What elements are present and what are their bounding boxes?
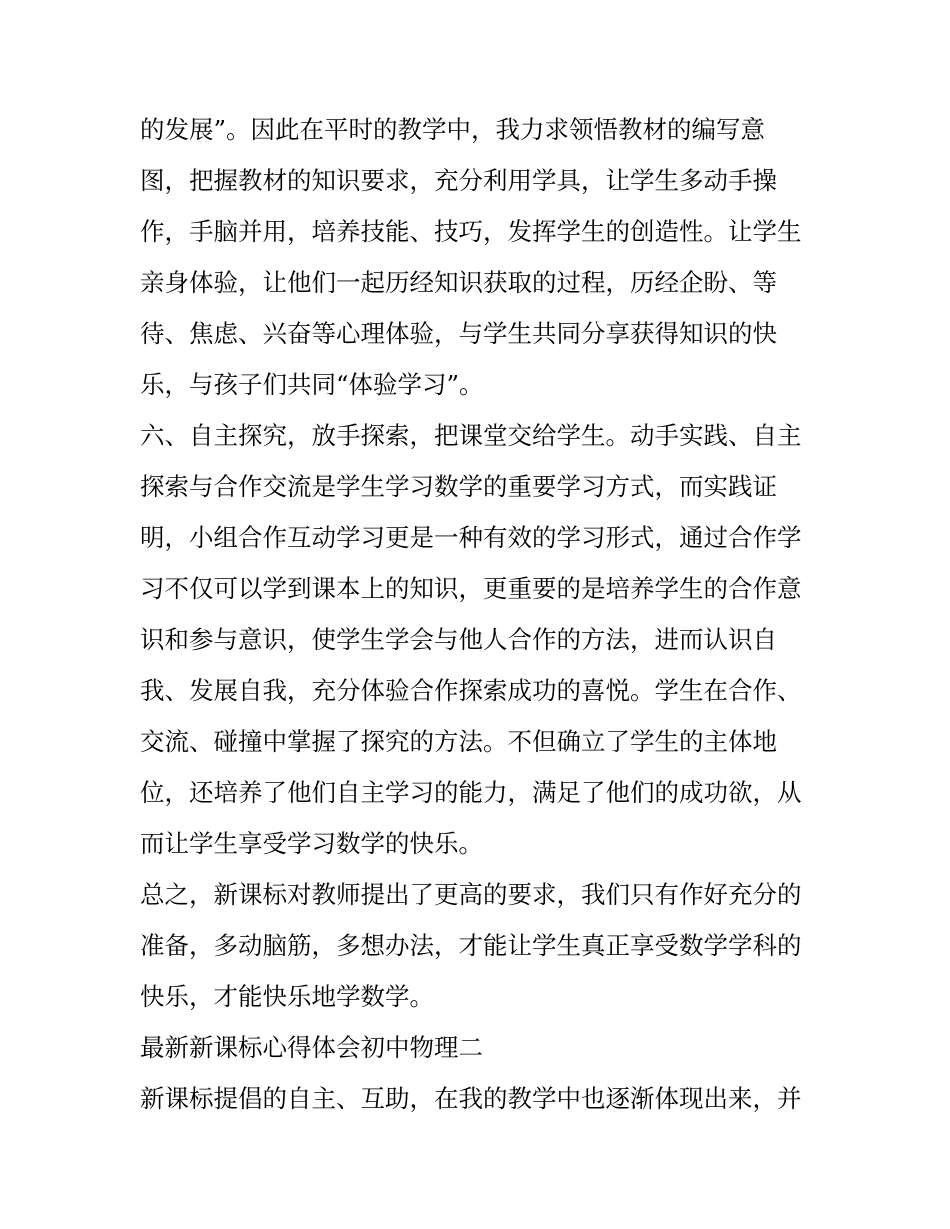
text-line: 识和参与意识，使学生学会与他人合作的方法，进而认识自 xyxy=(140,625,777,654)
text-line: 探索与合作交流是学生学习数学的重要学习方式，而实践证 xyxy=(140,472,777,501)
text-line: 乐，与孩子们共同“体验学习”。 xyxy=(140,370,484,399)
text-line: 作，手脑并用，培养技能、技巧，发挥学生的创造性。让学生 xyxy=(140,217,802,246)
text-line: 我、发展自我，充分体验合作探索成功的喜悦。学生在合作、 xyxy=(140,676,802,705)
text-line: 习不仅可以学到课本上的知识，更重要的是培养学生的合作意 xyxy=(140,574,802,603)
text-line: 交流、碰撞中掌握了探究的方法。不但确立了学生的主体地 xyxy=(140,727,777,756)
text-line: 图，把握教材的知识要求，充分利用学具，让学生多动手操 xyxy=(140,166,777,195)
text-line: 而让学生享受学习数学的快乐。 xyxy=(140,829,483,858)
text-line: 亲身体验，让他们一起历经知识获取的过程，历经企盼、等 xyxy=(140,268,777,297)
text-line: 待、焦虑、兴奋等心理体验，与学生共同分享获得知识的快 xyxy=(140,319,777,348)
body-text xyxy=(140,104,830,1124)
text-line: 准备，多动脑筋，多想办法，才能让学生真正享受数学学科的 xyxy=(140,931,802,960)
text-line: 快乐，才能快乐地学数学。 xyxy=(140,982,434,1011)
text-line: 明，小组合作互动学习更是一种有效的学习形式，通过合作学 xyxy=(140,523,802,552)
text-line: 总之，新课标对教师提出了更高的要求，我们只有作好充分的 xyxy=(140,880,802,909)
text-line: 六、自主探究，放手探索，把课堂交给学生。动手实践、自主 xyxy=(140,421,802,450)
text-line: 新课标提倡的自主、互助，在我的教学中也逐渐体现出来，并 xyxy=(140,1084,802,1113)
text-line: 的发展”。因此在平时的教学中，我力求领悟教材的编写意 xyxy=(140,115,766,144)
text-line: 位，还培养了他们自主学习的能力，满足了他们的成功欲，从 xyxy=(140,778,802,807)
section-heading: 最新新课标心得体会初中物理二 xyxy=(140,1033,483,1062)
